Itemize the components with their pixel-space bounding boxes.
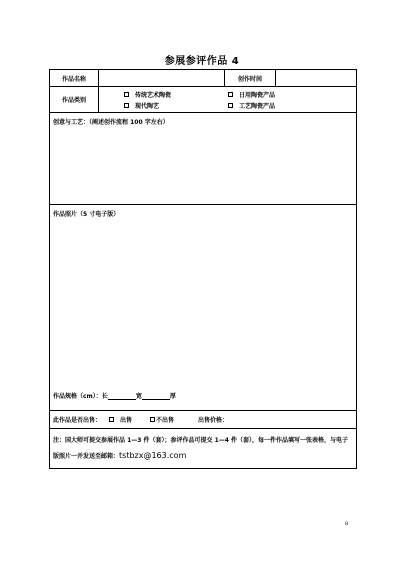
process-cell[interactable] — [50, 113, 357, 205]
note-email[interactable]: tstbzx@163.com — [119, 451, 187, 460]
sale-row — [50, 411, 357, 429]
page-number: 8 — [345, 521, 349, 527]
dimensions-length-label: 作品规格（cm）：长 — [53, 393, 108, 400]
width-field[interactable] — [142, 393, 170, 400]
sale-no-checkbox-icon[interactable] — [150, 417, 155, 422]
note-text: 注：国大师可提交参展作品 1—3 件（套）；参评作品可提交 1—4 件（套），每一件作品填写一张表格，与电子版照片一并发送至邮箱： — [53, 437, 349, 460]
note-row — [50, 429, 357, 469]
category-option-modern[interactable] — [124, 101, 228, 110]
dimensions-width-label: 宽 — [135, 393, 142, 400]
photo-label: 作品照片（5 寸电子版） — [53, 211, 120, 218]
sale-cell — [50, 411, 357, 429]
category-option-label: 日用陶瓷产品 — [239, 91, 276, 99]
dimensions-thickness-label: 厚 — [169, 393, 176, 400]
checkbox-icon[interactable] — [124, 92, 129, 97]
category-options — [99, 87, 357, 113]
note-cell — [50, 429, 357, 469]
entry-form — [49, 69, 357, 469]
category-row — [50, 87, 357, 113]
process-label: 创意与工艺：（阐述创作流程 100 字左右） — [53, 119, 169, 126]
checkbox-icon[interactable] — [228, 92, 233, 97]
checkbox-icon[interactable] — [124, 103, 129, 108]
checkbox-icon[interactable] — [228, 103, 233, 108]
category-option-label: 现代陶艺 — [135, 102, 160, 110]
dimensions-line — [53, 391, 176, 400]
category-option-label: 工艺陶瓷产品 — [239, 102, 276, 110]
creation-time-field[interactable] — [276, 70, 357, 87]
sale-question: 此作品是否出售： — [53, 417, 102, 424]
photo-row — [50, 205, 357, 411]
category-option-daily-use[interactable] — [228, 90, 328, 99]
name-row — [50, 70, 357, 87]
category-option-label: 传统艺术陶瓷 — [135, 91, 172, 99]
sale-yes-label: 出售 — [120, 417, 133, 424]
photo-cell[interactable] — [50, 205, 357, 411]
category-option-craft[interactable] — [228, 101, 328, 110]
sale-no-label: 不出售 — [156, 417, 175, 424]
sale-price-label: 出售价格： — [198, 417, 229, 424]
work-name-field[interactable] — [99, 70, 225, 87]
work-name-label: 作品名称 — [50, 70, 99, 87]
sale-yes-checkbox-icon[interactable] — [109, 417, 114, 422]
form-title: 参展参评作品 4 — [164, 56, 240, 67]
process-row — [50, 113, 357, 205]
length-field[interactable] — [108, 393, 136, 400]
category-label: 作品类别 — [50, 87, 99, 113]
creation-time-label: 创作时间 — [225, 70, 276, 87]
category-option-traditional[interactable] — [124, 90, 228, 99]
